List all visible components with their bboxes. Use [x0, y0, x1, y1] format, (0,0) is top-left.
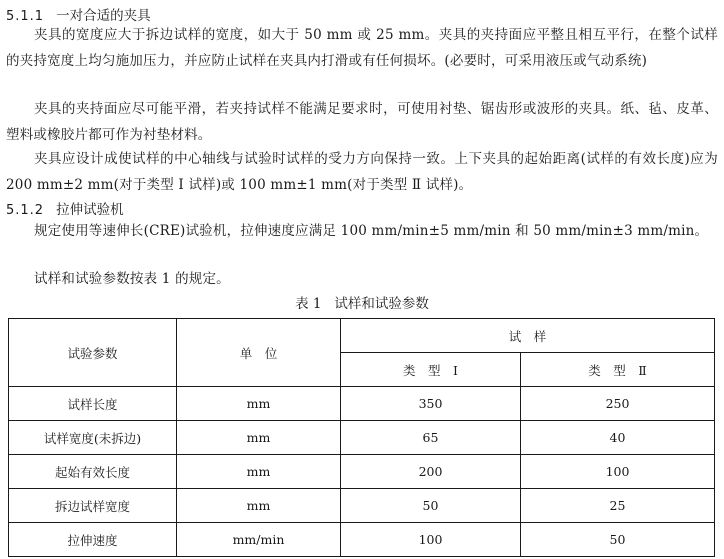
cell-type-2: 40 [521, 421, 715, 455]
section-number: 5.1.2 [6, 203, 45, 218]
header-sample: 试 样 [341, 319, 715, 353]
cell-unit: mm [177, 455, 341, 489]
cell-unit: mm [177, 387, 341, 421]
header-type-2: 类 型 Ⅱ [521, 353, 715, 387]
cell-type-2: 250 [521, 387, 715, 421]
cell-type-2: 100 [521, 455, 715, 489]
section-5-1-2-heading [6, 198, 124, 218]
cell-param: 试样宽度(未拆边) [9, 421, 177, 455]
cell-param: 拉伸速度 [9, 523, 177, 557]
table-row [9, 523, 715, 557]
paragraph-tensile-machine: 规定使用等速伸长(CRE)试验机，拉伸速度应满足 100 mm/min±5 mm/min 和 50 mm/min±3 mm/min。 [34, 223, 709, 239]
header-param: 试验参数 [9, 319, 177, 387]
table-row [9, 489, 715, 523]
cell-type-2: 25 [521, 489, 715, 523]
table-caption: 表 1 试样和试验参数 [295, 296, 429, 312]
paragraph-clamp-width: 夹具的宽度应大于拆边试样的宽度，如大于 50 mm 或 25 mm。夹具的夹持面应平整且相互平行，在整个试样的夹持宽度上均匀施加压力，并应防止试样在夹具内打滑或有任何损坏。(必要时，可采用液压或气动系统) [6, 27, 718, 69]
cell-type-1: 350 [341, 387, 521, 421]
cell-type-1: 65 [341, 421, 521, 455]
cell-type-2: 50 [521, 523, 715, 557]
cell-unit: mm [177, 489, 341, 523]
cell-type-1: 100 [341, 523, 521, 557]
header-unit: 单 位 [177, 319, 341, 387]
cell-type-1: 200 [341, 455, 521, 489]
section-number: 5.1.1 [6, 9, 45, 24]
cell-unit: mm [177, 421, 341, 455]
table-row [9, 455, 715, 489]
paragraph-clamp-alignment: 夹具应设计成使试样的中心轴线与试验时试样的受力方向保持一致。上下夹具的起始距离(试样的有效长度)应为 200 mm±2 mm(对于类型 Ⅰ 试样)或 100 mm±1 mm(对于类型 Ⅱ 试样)。 [6, 151, 718, 193]
cell-param: 起始有效长度 [9, 455, 177, 489]
parameters-table [8, 318, 715, 557]
header-type-1: 类 型 Ⅰ [341, 353, 521, 387]
table-row [9, 387, 715, 421]
cell-unit: mm/min [177, 523, 341, 557]
paragraph-clamp-surface: 夹具的夹持面应尽可能平滑，若夹持试样不能满足要求时，可使用衬垫、锯齿形或波形的夹具。纸、毡、皮革、塑料或橡胶片都可作为衬垫材料。 [6, 101, 718, 143]
section-title: 一对合适的夹具 [56, 8, 151, 24]
section-title: 拉伸试验机 [56, 202, 124, 218]
cell-param: 拆边试样宽度 [9, 489, 177, 523]
cell-type-1: 50 [341, 489, 521, 523]
table-row [9, 421, 715, 455]
cell-param: 试样长度 [9, 387, 177, 421]
paragraph-table-reference: 试样和试验参数按表 1 的规定。 [34, 271, 230, 287]
section-5-1-1-heading [6, 4, 151, 24]
